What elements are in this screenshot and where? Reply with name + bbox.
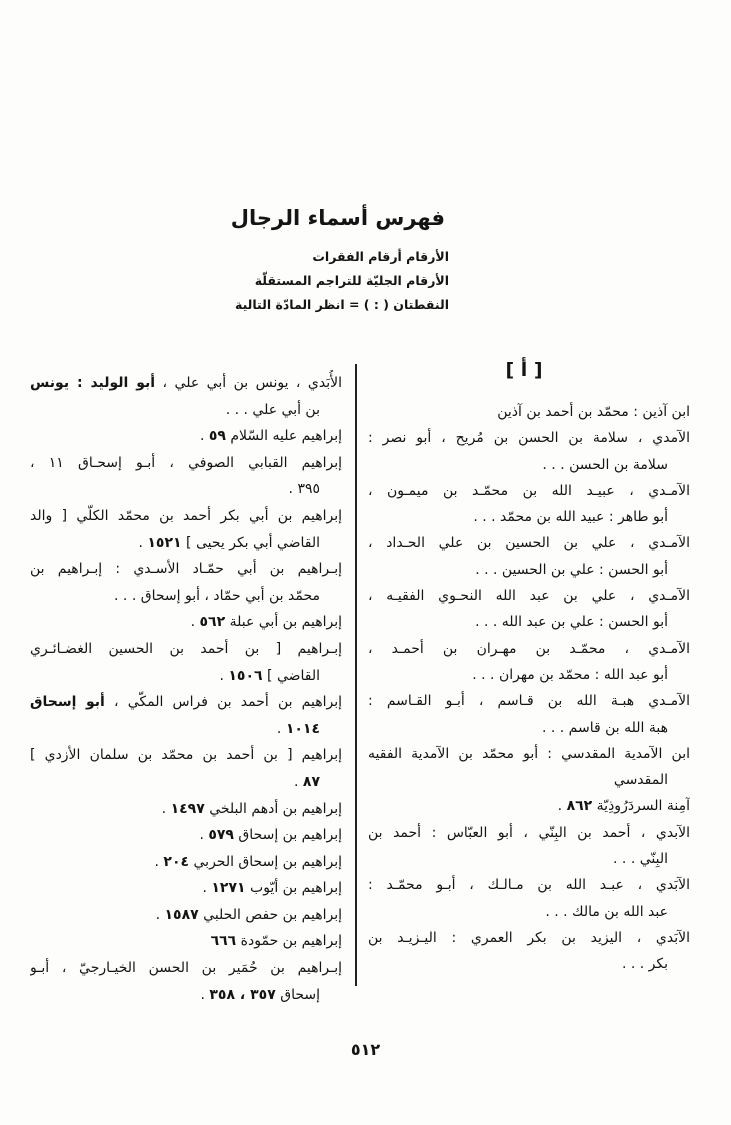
entry-line [368, 793, 690, 819]
index-entry [30, 450, 342, 503]
entry-text: . [190, 614, 200, 631]
paragraph-number: ٣٥٧ ، ٣٥٨ [209, 986, 276, 1003]
index-entry [30, 928, 342, 955]
entry-line [30, 928, 342, 955]
entry-continuation-line: بن أبي علي . . . [225, 401, 320, 418]
index-notes [235, 245, 449, 317]
entry-text: . [199, 827, 209, 844]
entry-line [30, 822, 342, 849]
entry-continuation-line [30, 982, 342, 1009]
emphasized-name: أبو إسحاق [30, 694, 105, 711]
entry-text: . [557, 798, 567, 815]
index-entry [30, 423, 342, 450]
index-entry [30, 796, 342, 823]
index-entry [30, 503, 342, 556]
paragraph-number: ١٥٨٧ [164, 906, 199, 923]
entry-continuation-line [30, 530, 342, 557]
entry-continuation-line [30, 663, 342, 690]
entry-text: . [276, 720, 286, 737]
entry-line: إبراهيم بن أبي بكر أحمد بن محمّد الكلّي [ والد [30, 507, 342, 524]
entry-text: إبراهيم بن أيّوب [245, 880, 342, 897]
entry-text: القاضي ] [262, 667, 320, 684]
index-entry [368, 399, 690, 425]
entry-line: إبـراهيم بن أبي حمّـاد الأسـدي : إبـراهيم بن [30, 561, 342, 578]
entry-text: إبراهيم بن أبي عبلة [225, 614, 342, 631]
index-entry [30, 556, 342, 609]
entry-text: إبراهيم بن حمّودة [236, 933, 342, 950]
entry-continuation-line: بكر . . . [621, 956, 668, 973]
entry-line [30, 423, 342, 450]
entry-text: . [200, 986, 210, 1003]
index-entry [368, 425, 690, 478]
entry-line: الآمـدي ، عبيـد الله بن محمّـد بن ميمـون ، [368, 482, 690, 499]
entry-line: الآمـدي ، علي بن عبد الله النحـوي الفقيـه ، [368, 588, 690, 605]
entry-text: . [155, 906, 165, 923]
column-divider [355, 364, 357, 986]
index-entry [368, 741, 690, 794]
entry-line: الآبَدي ، عبـد الله بن مـالـك ، أبـو محمّـد : [368, 877, 690, 894]
entry-continuation-line: عبد الله بن مالك . . . [545, 903, 668, 920]
index-entry [368, 820, 690, 873]
page-number: ٥١٢ [350, 1040, 381, 1059]
index-entry [30, 689, 342, 742]
entry-line: الآبَدي ، اليزيد بن بكر العمري : اليـزيـد بن [368, 929, 690, 946]
entry-line [30, 875, 342, 902]
index-entry [30, 902, 342, 929]
paragraph-number: ١٠١٤ [285, 720, 320, 737]
index-entry [30, 370, 342, 423]
index-entry [30, 822, 342, 849]
entry-line [30, 370, 342, 397]
right-column [368, 399, 690, 999]
paragraph-number: ٥٧٩ [208, 827, 234, 844]
entry-line [30, 849, 342, 876]
entry-continuation-line: محمّد بن أبي حمّاد ، أبو إسحاق . . . [114, 587, 320, 604]
entry-continuation-line [30, 769, 342, 796]
entry-line [30, 796, 342, 823]
entry-continuation-line [30, 716, 342, 743]
entry-text: القاضي أبي بكر يحيى ] [181, 534, 320, 551]
entry-text: . [219, 667, 229, 684]
entry-line: ابن آذين : محمّد بن أحمد بن آذين [497, 404, 690, 420]
entry-text: إبراهيم بن أدهم البلخي [204, 800, 342, 817]
entry-continuation-line: سلامة بن الحسن . . . [542, 456, 668, 473]
entry-line: إبـراهيم [ بن أحمد بن الحسين الغضـائـري [30, 640, 342, 657]
entry-continuation-line: البِنّي . . . [613, 851, 668, 868]
index-entry [30, 609, 342, 636]
entry-line: الآمـدي هبـة الله بن قـاسم ، أبـو القـاسم : [368, 693, 690, 710]
entry-continuation-line: المقدسي [613, 772, 668, 789]
paragraph-number: ١٥٢١ [147, 534, 182, 551]
entry-line: الآمدي ، سلامة بن الحسن بن مُريح ، أبو نصر : [368, 430, 690, 447]
entry-line: الآمـدي ، محمّـد بن مهـران بن أحمـد ، [368, 640, 690, 657]
entry-text: إبراهيم عليه السّلام [225, 428, 342, 445]
entry-continuation-line: هبة الله بن قاسم . . . [541, 719, 668, 736]
entry-text: إبراهيم بن حفص الحلبي [198, 906, 342, 923]
entry-line: الآمـدي ، علي بن الحسين بن علي الحـداد ، [368, 535, 690, 552]
paragraph-number: ٥٦٢ [199, 614, 226, 631]
entry-continuation-line: أبو عبد الله : محمّد بن مهران . . . [472, 666, 668, 683]
index-entry [30, 636, 342, 689]
note-line: النقطتان ( : ) = انظر المادّة التالية [234, 297, 449, 312]
entry-text: إسحاق [275, 986, 320, 1003]
index-entry [30, 955, 342, 1008]
left-column [30, 370, 342, 1010]
entry-line [30, 609, 342, 636]
index-entry [368, 478, 690, 531]
emphasized-name: أبو الوليد : يونس [30, 375, 156, 391]
paragraph-number: ٦٦٦ [210, 933, 237, 950]
entry-line: ابن الآمدية المقدسي : أبو محمّد بن الآمدية الفقيه [368, 745, 690, 762]
index-entry [368, 530, 690, 583]
index-entry [30, 849, 342, 876]
index-entry [30, 742, 342, 795]
index-entry [368, 793, 690, 819]
entry-text: إبراهيم بن إسحاق [233, 827, 342, 844]
entry-line [30, 902, 342, 929]
index-entry [368, 872, 690, 925]
entry-text: إبراهيم بن إسحاق الحربي [189, 853, 342, 870]
entry-line: إبـراهيم بن حُمَير بن الحسن الخيـارجيّ ، أبـو [30, 960, 342, 977]
entry-continuation-line: أبو طاهر : عبيد الله بن محمّد . . . [473, 509, 668, 526]
entry-text: . [202, 880, 212, 897]
paragraph-number: ١٥٠٦ [228, 667, 263, 684]
note-line: الأرقام أرقام الفقرات [312, 249, 449, 264]
index-entry [368, 925, 690, 978]
index-entry [368, 583, 690, 636]
entry-line: إبراهيم [ بن أحمد بن محمّد بن سلمان الأزدي ] [30, 747, 342, 764]
paragraph-number: ١٤٩٧ [170, 800, 205, 817]
entry-text: . [138, 534, 148, 551]
entry-continuation-line: أبو الحسن : علي بن عبد الله . . . [475, 614, 668, 631]
paragraph-number: ٨٦٢ [566, 798, 593, 815]
index-entry [30, 875, 342, 902]
entry-text: . [161, 800, 171, 817]
letter-heading: [ أ ] [505, 359, 543, 381]
paragraph-number: ٥٩ [208, 428, 226, 445]
entry-line [30, 689, 342, 716]
entry-continuation-line: ٣٩٥ . [288, 481, 320, 498]
entry-text: إبراهيم بن أحمد بن فراس المكّي ، [104, 694, 342, 711]
entry-continuation-line: أبو الحسن : علي بن الحسين . . . [475, 561, 668, 578]
entry-line: الآبدي ، أحمد بن البِنّي ، أبو العبّاس : أحمد بن [368, 824, 690, 841]
paragraph-number: ٢٠٤ [163, 853, 190, 870]
index-entry [368, 636, 690, 689]
entry-text: . [199, 428, 209, 445]
paragraph-number: ٨٧ [302, 773, 320, 790]
entry-line: إبراهيم القبابي الصوفي ، أبـو إسحـاق ١١ ، [30, 454, 342, 471]
entry-text: آمِنة السردَرُوذِيّة [592, 798, 690, 815]
index-entry [368, 688, 690, 741]
entry-text: . [294, 773, 303, 790]
index-title: فهرس أسماء الرجال [230, 206, 445, 230]
paragraph-number: ١٢٧١ [211, 880, 246, 897]
entry-text: . [154, 853, 164, 870]
note-line: الأرقام الجليّة للتراجم المستقلّة [254, 273, 449, 288]
entry-text: الأُبَدي ، يونس بن أبي علي ، [155, 375, 342, 391]
